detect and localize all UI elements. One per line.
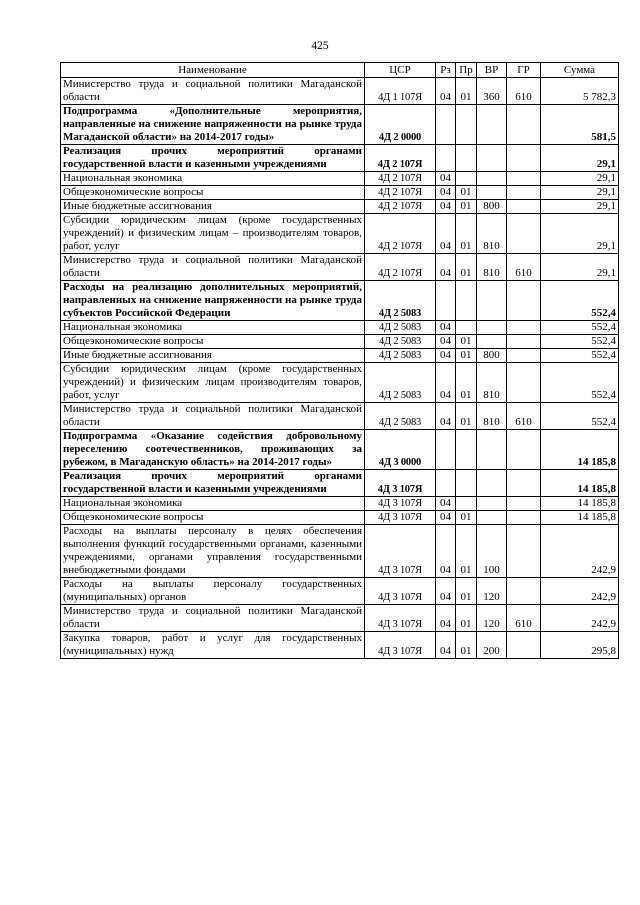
table-row [61, 78, 619, 105]
cell-rz: 04 [436, 525, 456, 578]
cell-sum: 242,9 [541, 578, 619, 605]
cell-pr: 01 [456, 335, 477, 349]
cell-rz: 04 [436, 511, 456, 525]
table-row [61, 214, 619, 254]
cell-rz [436, 105, 456, 145]
cell-gr [507, 186, 541, 200]
cell-csr: 4Д 1 107Я [365, 78, 436, 105]
cell-name: Иные бюджетные ассигнования [61, 349, 365, 363]
cell-pr [456, 321, 477, 335]
cell-sum: 14 185,8 [541, 511, 619, 525]
cell-vr: 810 [477, 254, 507, 281]
header-rz: Рз [436, 63, 456, 78]
cell-gr [507, 470, 541, 497]
cell-gr [507, 200, 541, 214]
cell-rz: 04 [436, 321, 456, 335]
cell-gr [507, 321, 541, 335]
cell-name: Расходы на реализацию дополнительных мероприятий, направленных на снижение напряженности на рынке труда субъектов Российской Федерации [61, 281, 365, 321]
cell-rz: 04 [436, 214, 456, 254]
table-row [61, 145, 619, 172]
cell-vr [477, 105, 507, 145]
table-row [61, 430, 619, 470]
cell-csr: 4Д 2 107Я [365, 172, 436, 186]
page-number: 425 [311, 40, 329, 52]
cell-pr: 01 [456, 363, 477, 403]
cell-csr: 4Д 2 5083 [365, 321, 436, 335]
cell-pr: 01 [456, 605, 477, 632]
cell-sum: 581,5 [541, 105, 619, 145]
cell-csr: 4Д 2 0000 [365, 105, 436, 145]
cell-pr: 01 [456, 186, 477, 200]
cell-pr [456, 497, 477, 511]
cell-gr [507, 632, 541, 659]
cell-csr: 4Д 3 107Я [365, 511, 436, 525]
cell-rz: 04 [436, 335, 456, 349]
cell-csr: 4Д 2 107Я [365, 186, 436, 200]
cell-vr: 100 [477, 525, 507, 578]
cell-name: Субсидии юридическим лицам (кроме государственных учреждений) и физическим лицам – производителям товаров, работ, услуг [61, 214, 365, 254]
table-row [61, 363, 619, 403]
cell-pr [456, 430, 477, 470]
table-row [61, 578, 619, 605]
table-row [61, 335, 619, 349]
table-row [61, 172, 619, 186]
cell-sum: 5 782,3 [541, 78, 619, 105]
header-pr: Пр [456, 63, 477, 78]
cell-rz: 04 [436, 578, 456, 605]
cell-pr: 01 [456, 349, 477, 363]
cell-sum: 295,8 [541, 632, 619, 659]
table-row [61, 605, 619, 632]
cell-gr [507, 525, 541, 578]
cell-csr: 4Д 2 5083 [365, 403, 436, 430]
cell-sum: 29,1 [541, 172, 619, 186]
cell-rz: 04 [436, 172, 456, 186]
header-vr: ВР [477, 63, 507, 78]
table-row [61, 349, 619, 363]
cell-name: Подпрограмма «Дополнительные мероприятия, направленные на снижение напряженности на рынке труда Магаданской области» на 2014-2017 годы» [61, 105, 365, 145]
cell-csr: 4Д 3 107Я [365, 525, 436, 578]
cell-csr: 4Д 2 107Я [365, 254, 436, 281]
cell-vr: 800 [477, 349, 507, 363]
cell-csr: 4Д 3 107Я [365, 470, 436, 497]
cell-rz: 04 [436, 363, 456, 403]
cell-sum: 14 185,8 [541, 470, 619, 497]
cell-csr: 4Д 3 107Я [365, 578, 436, 605]
cell-gr [507, 430, 541, 470]
cell-name: Национальная экономика [61, 172, 365, 186]
cell-name: Реализация прочих мероприятий органами государственной власти и казенными учреждениями [61, 470, 365, 497]
cell-rz [436, 281, 456, 321]
cell-csr: 4Д 2 5083 [365, 281, 436, 321]
cell-name: Общеэкономические вопросы [61, 511, 365, 525]
cell-vr [477, 186, 507, 200]
cell-vr [477, 321, 507, 335]
table-row [61, 511, 619, 525]
cell-pr: 01 [456, 254, 477, 281]
cell-vr: 810 [477, 403, 507, 430]
cell-pr [456, 172, 477, 186]
cell-name: Иные бюджетные ассигнования [61, 200, 365, 214]
cell-name: Общеэкономические вопросы [61, 186, 365, 200]
cell-vr [477, 172, 507, 186]
table-row [61, 525, 619, 578]
cell-sum: 29,1 [541, 254, 619, 281]
cell-gr [507, 497, 541, 511]
cell-vr: 810 [477, 363, 507, 403]
cell-sum: 552,4 [541, 321, 619, 335]
table-row [61, 105, 619, 145]
cell-gr: 610 [507, 254, 541, 281]
cell-gr [507, 511, 541, 525]
cell-vr [477, 335, 507, 349]
cell-pr: 01 [456, 200, 477, 214]
table-header-row [61, 63, 619, 78]
cell-gr [507, 363, 541, 403]
cell-rz: 04 [436, 605, 456, 632]
header-sum: Сумма [541, 63, 619, 78]
cell-vr: 120 [477, 578, 507, 605]
cell-gr [507, 214, 541, 254]
cell-gr [507, 105, 541, 145]
cell-rz: 04 [436, 254, 456, 281]
cell-pr [456, 281, 477, 321]
table-row [61, 470, 619, 497]
cell-sum: 552,4 [541, 335, 619, 349]
cell-vr [477, 470, 507, 497]
cell-name: Министерство труда и социальной политики Магаданской области [61, 254, 365, 281]
cell-vr: 120 [477, 605, 507, 632]
cell-name: Закупка товаров, работ и услуг для государственных (муниципальных) нужд [61, 632, 365, 659]
cell-gr [507, 172, 541, 186]
cell-name: Подпрограмма «Оказание содействия добровольному переселению соотечественников, проживающих за рубежом, в Магаданскую область» на 2014-2017 годы» [61, 430, 365, 470]
cell-vr [477, 281, 507, 321]
cell-vr [477, 511, 507, 525]
cell-vr: 810 [477, 214, 507, 254]
cell-pr: 01 [456, 578, 477, 605]
cell-sum: 29,1 [541, 200, 619, 214]
cell-gr [507, 578, 541, 605]
cell-name: Министерство труда и социальной политики Магаданской области [61, 403, 365, 430]
cell-rz: 04 [436, 78, 456, 105]
cell-name: Реализация прочих мероприятий органами государственной власти и казенными учреждениями [61, 145, 365, 172]
cell-name: Расходы на выплаты персоналу государственных (муниципальных) органов [61, 578, 365, 605]
cell-csr: 4Д 2 5083 [365, 363, 436, 403]
table-row [61, 403, 619, 430]
cell-name: Национальная экономика [61, 321, 365, 335]
table-row [61, 632, 619, 659]
cell-name: Общеэкономические вопросы [61, 335, 365, 349]
cell-pr [456, 105, 477, 145]
cell-gr [507, 281, 541, 321]
cell-csr: 4Д 3 107Я [365, 632, 436, 659]
cell-csr: 4Д 3 107Я [365, 605, 436, 632]
cell-gr: 610 [507, 78, 541, 105]
cell-vr [477, 145, 507, 172]
cell-name: Министерство труда и социальной политики Магаданской области [61, 78, 365, 105]
cell-rz: 04 [436, 497, 456, 511]
table-row [61, 186, 619, 200]
table-row [61, 281, 619, 321]
cell-pr: 01 [456, 78, 477, 105]
table-row [61, 254, 619, 281]
cell-sum: 14 185,8 [541, 430, 619, 470]
table-row [61, 321, 619, 335]
cell-name: Национальная экономика [61, 497, 365, 511]
cell-vr [477, 430, 507, 470]
cell-rz: 04 [436, 403, 456, 430]
table-row [61, 497, 619, 511]
cell-rz: 04 [436, 632, 456, 659]
cell-vr: 360 [477, 78, 507, 105]
cell-sum: 552,4 [541, 403, 619, 430]
cell-csr: 4Д 3 107Я [365, 497, 436, 511]
cell-pr: 01 [456, 525, 477, 578]
table-body [61, 78, 619, 659]
cell-csr: 4Д 3 0000 [365, 430, 436, 470]
cell-rz: 04 [436, 349, 456, 363]
header-csr: ЦСР [365, 63, 436, 78]
cell-sum: 14 185,8 [541, 497, 619, 511]
cell-sum: 242,9 [541, 525, 619, 578]
cell-pr: 01 [456, 403, 477, 430]
cell-name: Расходы на выплаты персоналу в целях обеспечения выполнения функций государственными органами, казенными учреждениями, органами управления государственными внебюджетными фондами [61, 525, 365, 578]
cell-rz: 04 [436, 186, 456, 200]
cell-sum: 242,9 [541, 605, 619, 632]
cell-sum: 552,4 [541, 363, 619, 403]
cell-name: Субсидии юридическим лицам (кроме государственных учреждений) и физическим лицам производителям товаров, работ, услуг [61, 363, 365, 403]
cell-csr: 4Д 2 5083 [365, 349, 436, 363]
cell-csr: 4Д 2 5083 [365, 335, 436, 349]
cell-csr: 4Д 2 107Я [365, 145, 436, 172]
cell-vr [477, 497, 507, 511]
cell-vr: 200 [477, 632, 507, 659]
cell-rz [436, 145, 456, 172]
cell-sum: 29,1 [541, 145, 619, 172]
cell-rz [436, 430, 456, 470]
cell-name: Министерство труда и социальной политики Магаданской области [61, 605, 365, 632]
cell-vr: 800 [477, 200, 507, 214]
header-gr: ГР [507, 63, 541, 78]
cell-gr [507, 335, 541, 349]
cell-pr: 01 [456, 511, 477, 525]
cell-pr [456, 145, 477, 172]
cell-rz: 04 [436, 200, 456, 214]
cell-sum: 552,4 [541, 349, 619, 363]
cell-pr: 01 [456, 214, 477, 254]
cell-gr: 610 [507, 605, 541, 632]
cell-csr: 4Д 2 107Я [365, 214, 436, 254]
budget-table [60, 62, 619, 659]
cell-rz [436, 470, 456, 497]
table-row [61, 200, 619, 214]
cell-gr: 610 [507, 403, 541, 430]
cell-sum: 29,1 [541, 186, 619, 200]
cell-pr: 01 [456, 632, 477, 659]
header-name: Наименование [61, 63, 365, 78]
cell-pr [456, 470, 477, 497]
cell-sum: 29,1 [541, 214, 619, 254]
cell-gr [507, 349, 541, 363]
cell-sum: 552,4 [541, 281, 619, 321]
cell-gr [507, 145, 541, 172]
cell-csr: 4Д 2 107Я [365, 200, 436, 214]
